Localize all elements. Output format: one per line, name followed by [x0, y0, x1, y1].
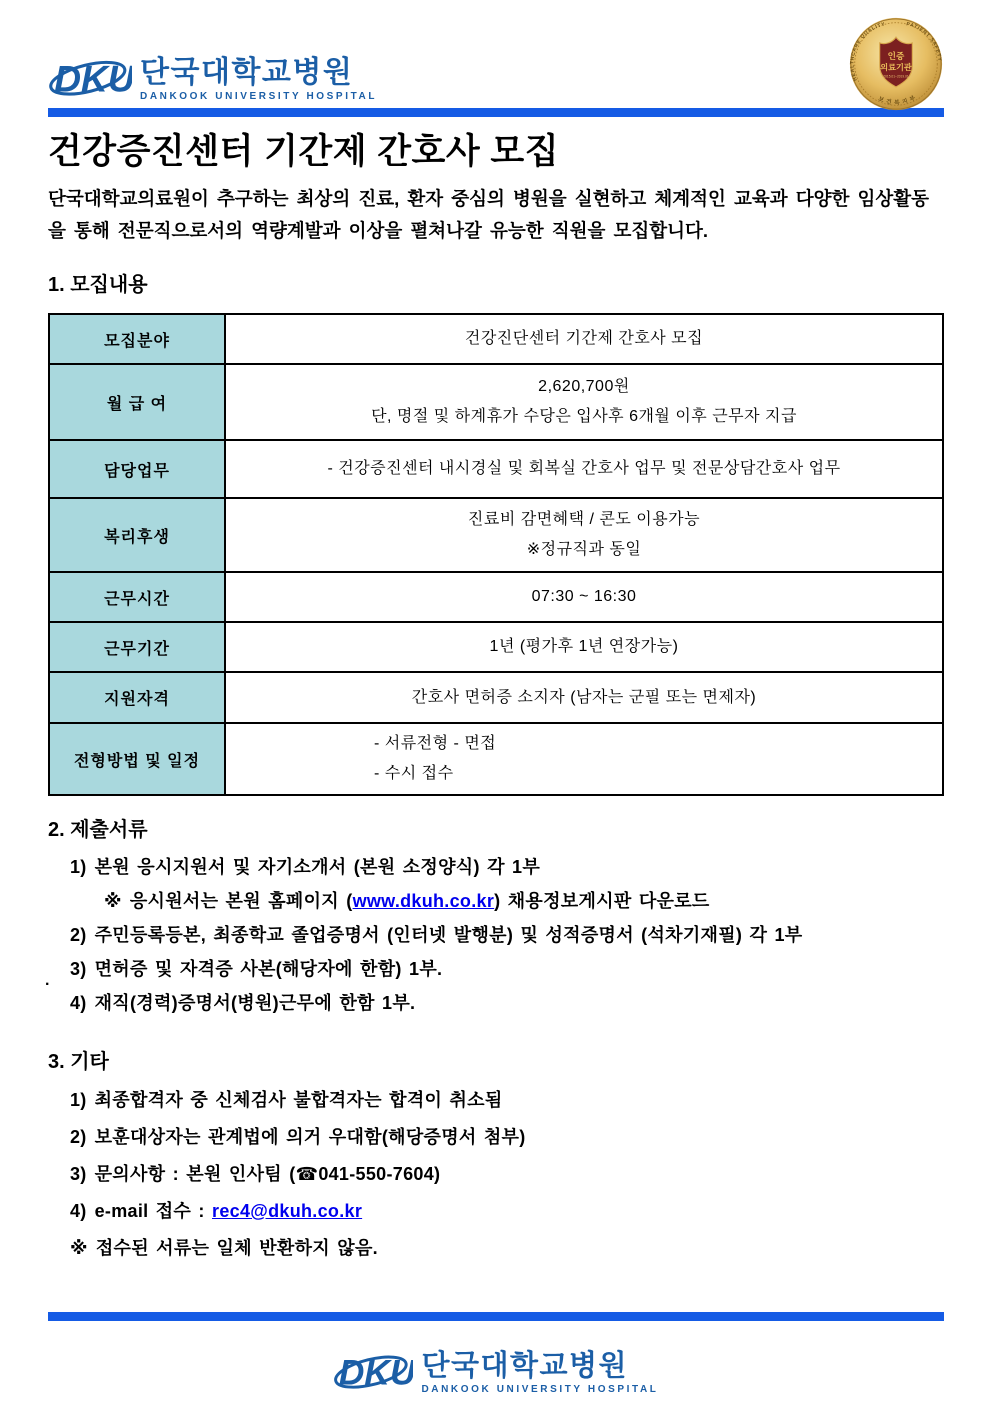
list-item [48, 850, 944, 884]
accreditation-seal-icon [848, 16, 944, 112]
table-row [49, 572, 943, 622]
header-divider-bar [48, 108, 944, 117]
page-title: 건강증진센터 기간제 간호사 모집 [48, 132, 560, 171]
hospital-name-korean: 단국대학교병원 [140, 56, 354, 89]
item-text: 재직(경력)증명서(병원)근무에 한함 1부. [94, 993, 416, 1013]
homepage-link[interactable]: www.dkuh.co.kr [352, 891, 495, 911]
table-row [49, 314, 943, 364]
row-label: 근무기간 [49, 622, 225, 672]
row-value: 건강진단센터 기간제 간호사 모집 [464, 330, 704, 347]
item-text: 본원 응시지원서 및 자기소개서 (본원 소정양식) 각 1부 [94, 857, 541, 877]
list-item [48, 952, 944, 986]
header [48, 0, 944, 117]
row-value: 진료비 감면혜택 / 콘도 이용가능 [467, 511, 701, 528]
row-label: 전형방법 및 일정 [49, 723, 225, 795]
seal-ring-bottom-text: 보건복지부 [877, 93, 920, 107]
email-link[interactable]: rec4@dkuh.co.kr [212, 1201, 363, 1221]
list-item [48, 1156, 944, 1193]
item-text: 문의사항 : 본원 인사팀 (☎041-550-7604) [94, 1164, 441, 1184]
row-value: 간호사 면허증 소지자 (남자는 군필 또는 면제자) [411, 688, 757, 706]
dku-logo-text: DKU [339, 1353, 414, 1393]
table-row [49, 622, 943, 672]
row-label: 지원자격 [49, 672, 225, 723]
section2-list [48, 850, 944, 1020]
table-row [49, 364, 943, 440]
list-item [48, 1119, 944, 1156]
intro-paragraph: 단국대학교의료원이 추구하는 최상의 진료, 환자 중심의 병원을 실현하고 체계적인 교육과 다양한 임상활동을 통해 전문직으로서의 역량계발과 이상을 펼쳐나갈 유능한 직원을 모집합니다. [48, 188, 930, 241]
item-prefix: 1) [70, 857, 87, 877]
item-text: 면허증 및 자격증 사본(해당자에 한함) 1부. [94, 959, 443, 979]
section1-heading: 1. 모집내용 [48, 274, 148, 296]
table-row [49, 440, 943, 498]
row-label: 월 급 여 [49, 364, 225, 440]
item-text: ) 채용정보게시판 다운로드 [494, 891, 710, 911]
row-label: 담당업무 [49, 440, 225, 498]
row-value: 07:30 ~ 16:30 [531, 588, 637, 605]
item-text: 응시원서는 본원 홈페이지 ( [129, 891, 353, 911]
list-item-note [48, 884, 944, 918]
item-text: 주민등록등본, 최종학교 졸업증명서 (인터넷 발행분) 및 성적증명서 (석차기재필) 각 1부 [94, 925, 803, 945]
item-prefix: 4) [70, 1201, 87, 1221]
seal-text-line2: 의료기관 [880, 62, 912, 72]
row-value: - 수시 접수 [374, 765, 454, 782]
list-item-note [48, 1230, 944, 1267]
row-value: - 건강증진센터 내시경실 및 회복실 간호사 업무 및 전문상담간호사 업무 [327, 460, 841, 477]
row-label: 근무시간 [49, 572, 225, 622]
item-prefix: ※ [70, 1238, 88, 1258]
dku-logo-icon [333, 1345, 413, 1395]
dku-logo-icon [48, 50, 132, 102]
hospital-name-english: DANKOOK UNIVERSITY HOSPITAL [421, 1384, 659, 1395]
recruit-table [48, 313, 944, 796]
item-prefix: 3) [70, 959, 87, 979]
row-label: 복리후생 [49, 498, 225, 572]
section3-heading: 3. 기타 [48, 1051, 109, 1073]
list-item [48, 1082, 944, 1119]
hospital-name-korean: 단국대학교병원 [421, 1350, 629, 1382]
dku-logo-text: DKU [54, 57, 132, 100]
row-value: 1년 (평가후 1년 연장가능) [489, 638, 679, 655]
item-text: 최종합격자 중 신체검사 불합격자는 합격이 취소됨 [94, 1090, 503, 1110]
row-value: 2,620,700원 [538, 378, 630, 395]
section3-list [48, 1082, 944, 1267]
hospital-logo [48, 50, 944, 102]
list-item [48, 986, 944, 1020]
footer-divider-bar [48, 1312, 944, 1321]
table-row [49, 723, 943, 795]
item-text: 보훈대상자는 관계법에 의거 우대함(해당증명서 첨부) [94, 1127, 526, 1147]
seal-ring-left-text: HEALTHCARE QUALITY [849, 21, 887, 82]
section2-heading: 2. 제출서류 [48, 819, 148, 841]
row-value: - 서류전형 - 면접 [374, 735, 497, 752]
table-row [49, 672, 943, 723]
row-label: 모집분야 [49, 314, 225, 364]
footer-hospital-logo [333, 1345, 658, 1395]
item-prefix: 2) [70, 1127, 87, 1147]
item-prefix: 1) [70, 1090, 87, 1110]
list-item [48, 918, 944, 952]
item-prefix: 4) [70, 993, 87, 1013]
footer [48, 1306, 944, 1395]
item-prefix: ※ [104, 891, 122, 911]
row-value: ※정규직과 동일 [526, 541, 642, 558]
hospital-name-english: DANKOOK UNIVERSITY HOSPITAL [140, 91, 378, 102]
table-row [49, 498, 943, 572]
seal-text-line1: 인증 [887, 51, 905, 62]
item-text: 접수된 서류는 일체 반환하지 않음. [95, 1238, 378, 1258]
seal-date: 2015.01~2019.01 [883, 74, 909, 79]
item-prefix: 3) [70, 1164, 87, 1184]
seal-ring-right-text: PATIENT SAFETY [905, 21, 943, 62]
item-text: e-mail 접수 : [94, 1201, 213, 1221]
list-item [48, 1193, 944, 1230]
stray-period: . [45, 972, 50, 989]
item-prefix: 2) [70, 925, 87, 945]
row-value: 단, 명절 및 하계휴가 수당은 입사후 6개월 이후 근무자 지급 [371, 408, 797, 425]
